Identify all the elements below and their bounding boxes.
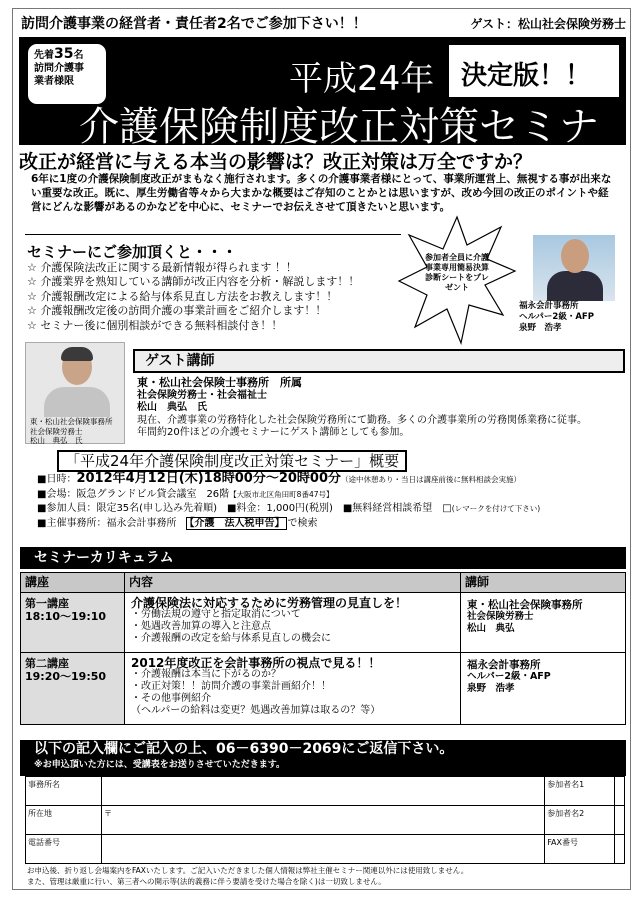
overview-participants-row <box>37 502 627 517</box>
table-row <box>21 593 626 653</box>
guest-photo-caption <box>30 417 124 446</box>
guest-photo-hair <box>61 347 93 361</box>
guest-photo-cap-name: 松山 典弘 氏 <box>30 436 83 445</box>
lecturer-org: 東・松山社会保険事務所 <box>467 599 583 611</box>
lecturer-photo <box>533 235 615 301</box>
fax-label: FAX番号 <box>545 835 615 864</box>
course-point: ・処遇改善加算の導入と注意点 <box>131 621 271 632</box>
participants-note: (レマークを付けて下さい) <box>451 504 541 513</box>
course-subject: 2012年度改正を会計事務所の視点で見る！！ <box>131 656 381 670</box>
intro-paragraph: 6年に1度の介護保険制度改正がまもなく施行されます。多くの介護事業者様にとって、事業所運営上、無視する事が出来ない重要な改正。既に、厚生労働省等々から大まかな概要はご存知のことかとは思いますが、改め今回の改正のポイントや経営にどんな影響があるのかなどを中心に、セミナーでお伝えさせて頂きたいと思います。 <box>31 173 612 213</box>
participant1-label: 参加者名1 <box>545 777 615 806</box>
final-edition-label: 決定版！！ <box>449 45 619 97</box>
headline: 改正が経営に与える本当の影響は？改正対策は万全ですか？ <box>19 151 533 173</box>
content-cell <box>125 653 461 725</box>
reply-note: ※お申込頂いた方には、受講表をお送りさせていただきます。 <box>34 760 286 770</box>
course-point: ・介護報酬の改定を給与体系見直しの機会に <box>131 633 331 644</box>
guest-name: 松山 典弘 氏 <box>137 402 207 413</box>
course-point: （ヘルパーの給料は変更？処遇改善加算は取るの？等） <box>131 705 381 716</box>
benefits-title: セミナーにご参加頂くと・・・ <box>27 243 238 261</box>
lecturer-caption <box>519 301 625 334</box>
fax-field[interactable] <box>615 835 625 864</box>
curriculum-header-lecturer: 講師 <box>461 573 626 593</box>
course-subject: 介護保険法に対応するために労務管理の見直しを！ <box>131 596 408 610</box>
privacy-footer <box>27 865 627 887</box>
search-keyword-box: 【介護 法人税申告】 <box>186 517 287 530</box>
course-cell: 第一講座 18:10～19:10 <box>21 593 125 653</box>
seminar-title: 介護保険制度改正対策セミナー <box>79 104 599 207</box>
footer-line-2: また、管理は厳重に行い、第三者への開示等(法的義務に伴う要請を受けた場合を除く)は一切致しません。 <box>27 877 386 886</box>
benefits-list <box>27 261 417 333</box>
overview-title: 「平成24年介護保険制度改正対策セミナー」概要 <box>57 450 407 472</box>
course-point: ・改正対策！！訪問介護の事業計画紹介！！ <box>131 681 331 692</box>
date-value: 2012年4月12日(木)18時00分～20時00分 <box>76 471 342 486</box>
guest-lecturer-detail <box>137 377 627 440</box>
badge-prefix: 先着 <box>34 50 54 61</box>
course-cell: 第二講座 19:20～19:50 <box>21 653 125 725</box>
participant2-label: 参加者名2 <box>545 806 615 835</box>
lecturer-qual: ヘルパー2級・AFP <box>467 671 551 682</box>
curriculum-title: セミナーカリキュラム <box>20 547 626 569</box>
office-name-field[interactable] <box>102 777 545 806</box>
benefit-item: ☆ 介護業界を熟知している講師が改正内容を分析・解説します！！ <box>27 275 417 289</box>
date-label: ■日時： <box>37 474 77 485</box>
reply-fax-text: 以下の記入欄にご記入の上、06－6390－2069にご返信下さい。 <box>34 741 454 757</box>
participant2-field[interactable] <box>615 806 625 835</box>
divider <box>25 234 401 235</box>
guest-qualification: 社会保険労務士・社会福祉士 <box>137 389 267 401</box>
guest-desc-2: 年間約20件ほどの介護セミナーにゲスト講師としても参加。 <box>137 427 410 438</box>
present-offer-text: 参加者全員に介護事業専用簡易決算診断シートをプレゼント <box>425 253 489 292</box>
lecturer-caption-qual: ヘルパー2級・AFP <box>519 312 594 322</box>
overview-date-row <box>37 472 627 488</box>
lecturer-qual: 社会保険労務士 <box>467 611 534 622</box>
benefit-item: ☆ セミナー後に個別相談ができる無料相談付き！！ <box>27 319 417 333</box>
guest-desc-1: 現在、介護事業の労務特化した社会保険労務所にて勤務。多くの介護事業所の労務関係業務に従事。 <box>137 414 587 426</box>
address-field[interactable] <box>102 806 545 835</box>
postal-mark: 〒 <box>104 809 112 818</box>
lecturer-photo-head <box>561 239 589 273</box>
participant1-field[interactable] <box>615 777 625 806</box>
top-line <box>21 12 626 34</box>
course-point: ・労働法規の遵守と指定取消について <box>131 609 301 620</box>
guest-photo-cap-qual: 社会保険労務士 <box>30 426 83 436</box>
course-point: ・介護報酬は本当に下がるのか？ <box>131 669 281 680</box>
address-label: 所在地 <box>26 806 102 835</box>
lecturer-org: 福永会計事務所 <box>467 659 541 671</box>
organizer: ■主催事務所：福永会計事務所 <box>37 517 187 529</box>
curriculum-table <box>20 572 626 725</box>
application-form <box>25 776 625 864</box>
phone-field[interactable] <box>102 835 545 864</box>
participants-fee: ■参加人員：限定35名(申し込み先着順) ■料金：1,000円(税別) ■無料経営相談希望 □ <box>37 503 452 514</box>
course-point: ・その他事例紹介 <box>131 693 211 704</box>
guest-photo <box>25 342 125 444</box>
venue-address: 【大阪市北区角田町8番47号】 <box>229 489 334 499</box>
flyer-page <box>12 8 631 890</box>
venue: ■会場：阪急グランドビル貸会議室 26階 <box>37 488 230 500</box>
overview-section <box>37 450 627 531</box>
lecturer-photo-body <box>547 271 603 301</box>
badge-line2: 訪問介護事 <box>34 63 84 74</box>
guest-photo-body <box>44 387 110 417</box>
table-row <box>21 653 626 725</box>
lecturer-caption-name: 泉野 浩孝 <box>519 323 562 333</box>
badge-number: 35 <box>54 46 74 62</box>
guest-photo-cap-office: 東・松山社会保険事務所 <box>30 417 113 426</box>
content-cell <box>125 593 461 653</box>
top-call-text: 訪問介護事業の経営者・責任者2名でご参加下さい！！ <box>21 16 367 32</box>
guest-lecturer-heading: ゲスト講師 <box>133 349 625 373</box>
lecturer-name: 泉野 浩孝 <box>467 683 515 694</box>
phone-label: 電話番号 <box>26 835 102 864</box>
benefit-item: ☆ 介護保険法改正に関する最新情報が得られます ！！ <box>27 261 417 275</box>
guest-org: 東・松山社会保険士事務所 所属 <box>137 376 302 389</box>
lecturer-name: 松山 典弘 <box>467 623 515 634</box>
banner-year: 平成24年 <box>289 59 435 99</box>
lecturer-caption-office: 福永会計事務所 <box>519 301 579 311</box>
lecturer-cell <box>461 593 626 653</box>
badge-line3: 業者様限 <box>34 76 74 87</box>
lecturer-cell <box>461 653 626 725</box>
date-note: （途中休憩あり・当日は講座前後に無料相談会実施） <box>341 475 522 484</box>
overview-organizer-row <box>37 517 627 532</box>
curriculum-header-content: 内容 <box>125 573 461 593</box>
footer-line-1: お申込後、折り返し会場案内をFAXいたします。ご記入いただきました個人情報は弊社主催セミナー関連以外には使用致しません。 <box>27 866 469 875</box>
badge-suffix: 名 <box>73 50 84 61</box>
curriculum-header-course: 講座 <box>21 573 125 593</box>
office-name-label: 事務所名 <box>26 777 102 806</box>
top-guest-text: ゲスト：松山社会保険労務士 <box>470 16 626 31</box>
benefit-item: ☆ 介護報酬改定による給与体系見直し方法をお教えします！！ <box>27 290 417 304</box>
benefit-item: ☆ 介護報酬改定後の訪問介護の事業計画をご紹介します！！ <box>27 304 417 318</box>
overview-venue-row <box>37 488 627 503</box>
search-text: で検索 <box>287 517 318 529</box>
reply-instructions <box>20 740 626 776</box>
